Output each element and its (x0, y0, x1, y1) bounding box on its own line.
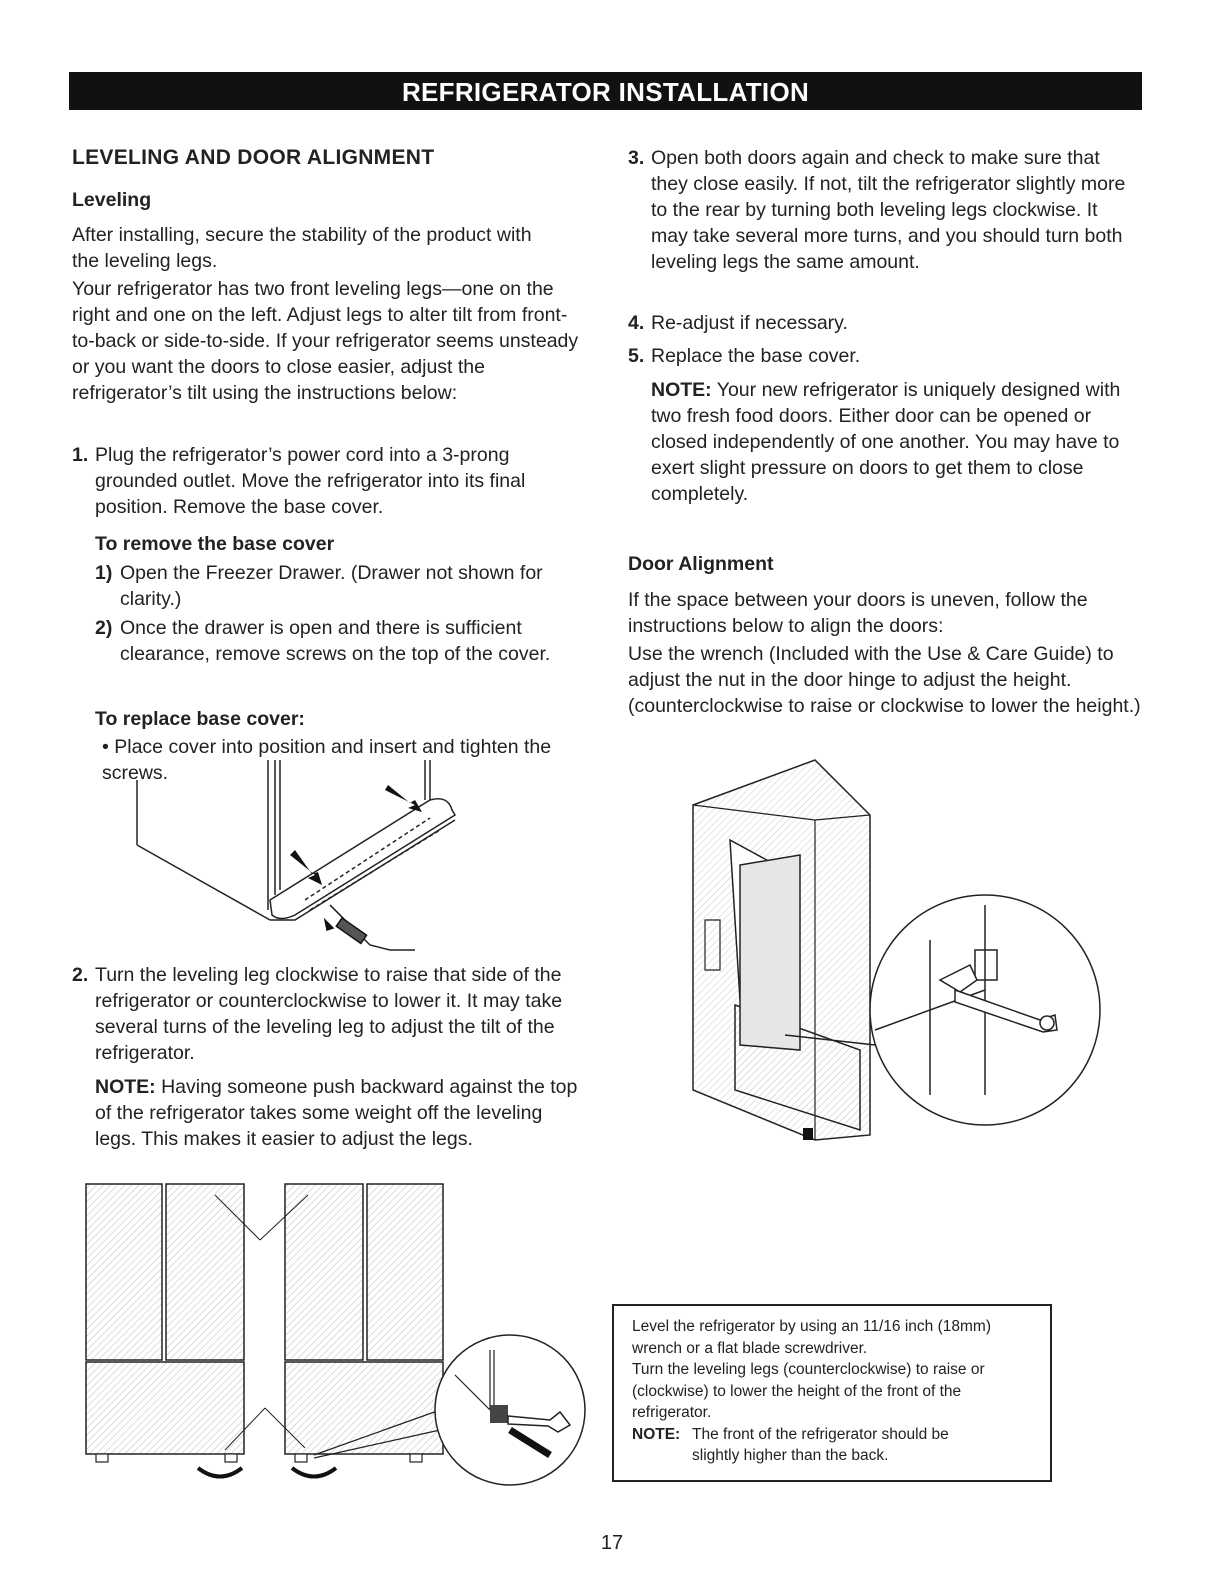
remove-step-2-text: Once the drawer is open and there is sufficient clearance, remove screws on the top of the cover. (120, 617, 551, 665)
step-2-note (95, 1074, 585, 1152)
note-label: NOTE: (651, 379, 712, 401)
note-text: Having someone push backward against the top of the refrigerator takes some weight off the leveling legs. This makes it easier to adjust the legs. (95, 1076, 578, 1150)
door-alignment-paragraph-2: Use the wrench (Included with the Use & Care Guide) to adjust the nut in the door hinge to adjust the height. (counterclockwise to raise or clockwise to lower the height.) (628, 643, 1141, 717)
step-1-number: 1. (72, 444, 89, 466)
door-alignment-instructions (628, 641, 1143, 719)
base-cover-illustration (130, 760, 470, 960)
leveling-legs-illustration (80, 1180, 590, 1500)
callout-note-text: The front of the refrigerator should be slightly higher than the back. (692, 1425, 949, 1464)
replace-cover-heading: To replace base cover: (95, 708, 305, 730)
note-label: NOTE: (95, 1076, 156, 1098)
replace-cover-text: • Place cover into position and insert and tighten the screws. (102, 736, 552, 784)
remove-step-1-number: 1) (95, 562, 113, 584)
leveling-intro (72, 222, 552, 274)
detail-circle (435, 1335, 585, 1485)
remove-cover-heading: To remove the base cover (95, 533, 335, 555)
leveling-intro-2 (72, 276, 582, 406)
callout-note-label: NOTE: (632, 1425, 681, 1443)
doors-note (651, 377, 1146, 507)
section-heading (72, 145, 592, 171)
step-2-text: Turn the leveling leg clockwise to raise that side of the refrigerator or counterclockwise to lower it. It may take several turns of the leveling leg to adjust the tilt of the refrigerator. (95, 964, 563, 1064)
remove-step-1 (95, 560, 573, 612)
intro-paragraph-2: Your refrigerator has two front leveling legs—one on the right and one on the left. Adjust legs to alter tilt from front-to-back or side-to-side. If your refrigerator seems unsteady or you want the doors to close easier, adjust the refrigerator’s tilt using the instructions below: (72, 278, 579, 404)
remove-cover-heading-block (95, 531, 575, 557)
step-2-number: 2. (72, 964, 89, 986)
leveling-callout-box (612, 1304, 1052, 1482)
step-4-number: 4. (628, 312, 645, 334)
remove-step-1-text: Open the Freezer Drawer. (Drawer not shown for clarity.) (120, 562, 543, 610)
intro-paragraph-1: After installing, secure the stability of the product with the leveling legs. (72, 224, 532, 272)
step-4 (628, 310, 1148, 336)
arrow-icon (385, 785, 422, 812)
step-3 (628, 145, 1128, 275)
step-4-text: Re-adjust if necessary. (651, 312, 848, 334)
leveling-heading-block (72, 187, 592, 213)
step-1-text: Plug the refrigerator’s power cord into a 3-prong grounded outlet. Move the refrigerator into its final position. Remove the base cover. (95, 444, 526, 518)
step-1 (72, 442, 582, 520)
note-text: Your new refrigerator is uniquely designed with two fresh food doors. Either door can be opened or closed independently of one another. You may have to exert slight pressure on doors to get them to close completely. (651, 379, 1121, 505)
page-number: 17 (600, 1532, 624, 1554)
callout-line-1: Level the refrigerator by using an 11/16 inch (18mm) wrench or a flat blade screwdriver. (632, 1318, 991, 1357)
step-2 (72, 962, 584, 1066)
step-5-text: Replace the base cover. (651, 345, 861, 367)
door-alignment-paragraph-1: If the space between your doors is uneven, follow the instructions below to align the doors: (628, 589, 1088, 637)
rotate-arrow-icon (198, 1468, 336, 1477)
door-alignment-illustration (685, 760, 1095, 1150)
arrow-icon (290, 850, 322, 885)
step-5 (628, 343, 1148, 369)
callout-line-2: Turn the leveling legs (counterclockwise) to raise or (clockwise) to lower the height of the front of the refrigerator. (632, 1361, 985, 1421)
section-title: LEVELING AND DOOR ALIGNMENT (72, 146, 435, 169)
remove-step-2 (95, 615, 573, 667)
step-3-number: 3. (628, 147, 645, 169)
step-3-text: Open both doors again and check to make sure that they close easily. If not, tilt the refrigerator slightly more to the rear by turning both leveling legs clockwise. It may take several more turns, and you should turn both leveling legs the same amount. (651, 147, 1126, 273)
door-alignment-heading-block (628, 551, 1148, 577)
leveling-subheading: Leveling (72, 189, 152, 211)
remove-step-2-number: 2) (95, 617, 113, 639)
door-alignment-heading: Door Alignment (628, 553, 774, 575)
step-5-number: 5. (628, 345, 645, 367)
page-banner: REFRIGERATOR INSTALLATION (69, 72, 1142, 110)
replace-cover-heading-block (95, 706, 575, 732)
screwdriver-icon (325, 905, 367, 943)
door-alignment-intro (628, 587, 1128, 639)
